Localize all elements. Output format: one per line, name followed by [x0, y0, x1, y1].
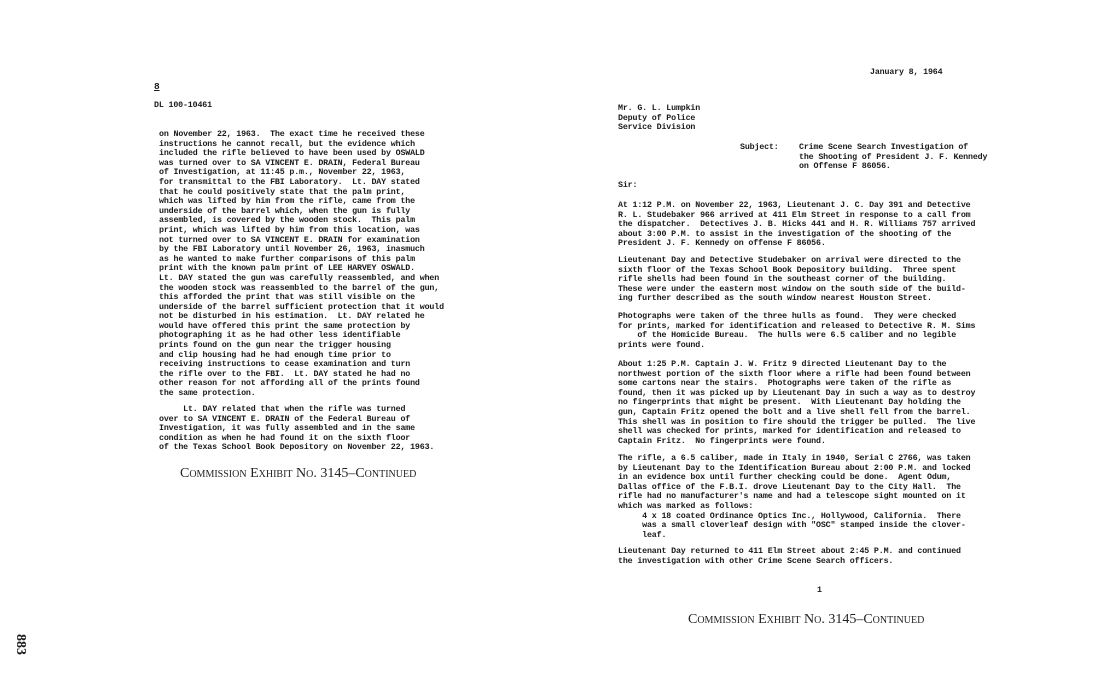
- right-paragraph-4: About 1:25 P.M. Captain J. W. Fritz 9 directed Lieutenant Day to the northwest portion of the sixth floor where a rifle had been found between some cartons near the stairs. Photographs were taken of the rifle as found, then it was picked up by Lieutenant Day in such a way as to destroy no fingerprints that might be present. With Lieutenant Day holding the gun, Captain Fritz opened the bolt and a live shell fell from the barrel. This shell was in position to fire should the trigger be pulled. The live shell was checked for prints, marked for identification and released to Captain Fritz. No fingerprints were found.: [618, 360, 976, 446]
- right-paragraph-3: Photographs were taken of the three hulls as found. They were checked for prints, marked for identification and released to Detective R. M. Sims of the Homicide Bureau. The hulls were 6.5 caliber and no legible prints were found.: [618, 312, 976, 350]
- left-paragraph-1: on November 22, 1963. The exact time he received these instructions he cannot recall, but the evidence which included the rifle believed to have been used by OSWALD was turned over to SA VINCENT E. DRAIN, Federal Bureau of Investigation, at 11:45 p.m., November 22, 1963, for transmittal to the FBI Laboratory. Lt. DAY stated that he could positively state that the palm print, which was lifted by him from the rifle, came from the underside of the barrel which, when the gun is fully assembled, is covered by the wooden stock. This palm print, which was lifted by him from this location, was not turned over to SA VINCENT E. DRAIN for examination by the FBI Laboratory until November 26, 1963, inasmuch as he wanted to make further comparisons of this palm print with the known palm print of LEE HARVEY OSWALD. Lt. DAY stated the gun was carefully reassembled, and when the wooden stock was reassembled to the barrel of the gun, this afforded the print that was still visible on the underside of the barrel sufficient protection that it would not be disturbed in his estimation. Lt. DAY related he would have offered this print the same protection by photographing it as he had other less identifiable prints found on the gun near the trigger housing and clip housing had he had enough time prior to receiving instructions to cease examination and turn the rifle over to the FBI. Lt. DAY stated he had no other reason for not affording all of the prints found the same protection.: [159, 130, 444, 399]
- recipient-address: Mr. G. L. Lumpkin Deputy of Police Service Division: [618, 104, 701, 133]
- left-paragraph-2: Lt. DAY related that when the rifle was turned over to SA VINCENT E. DRAIN of the Federal Bureau of Investigation, it was fully assembled and in the same condition as when he had found it on the sixth floor of the Texas School Book Depository on November 22, 1963.: [159, 405, 435, 453]
- left-exhibit-caption: Commission Exhibit No. 3145–Continued: [180, 466, 417, 481]
- right-paragraph-1: At 1:12 P.M. on November 22, 1963, Lieutenant J. C. Day 391 and Detective R. L. Studebaker 966 arrived at 411 Elm Street in response to a call from the dispatcher. Detectives J. B. Hicks 441 and H. R. Williams 757 arrived about 3:00 P.M. to assist in the investigation of the shooting of the President J. F. Kennedy on offense F 86056.: [618, 201, 976, 249]
- left-page-number: 8: [154, 81, 160, 92]
- right-page-number: 1: [817, 586, 822, 595]
- salutation: Sir:: [618, 181, 638, 190]
- subject-text: Crime Scene Search Investigation of the Shooting of President J. F. Kennedy on Offense F 86056.: [799, 143, 988, 172]
- letter-date: January 8, 1964: [870, 68, 943, 77]
- right-paragraph-6: Lieutenant Day returned to 411 Elm Street about 2:45 P.M. and continued the investigation with other Crime Scene Search officers.: [618, 547, 961, 566]
- margin-page-number: 883: [13, 634, 28, 655]
- right-exhibit-caption: Commission Exhibit No. 3145–Continued: [688, 612, 925, 627]
- subject-label: Subject:: [740, 143, 779, 152]
- file-number: DL 100-10461: [154, 101, 212, 110]
- right-paragraph-5: The rifle, a 6.5 caliber, made in Italy in 1940, Serial C 2766, was taken by Lieutenant Day to the Identification Bureau about 2:00 P.M. and locked in an evidence box until further checking could be done. Agent Odum, Dallas office of the F.B.I. drove Lieutenant Day to the City Hall. The rifle had no manufacturer's name and had a telescope sight mounted on it which was marked as follows: 4 x 18 coated Ordinance Optics Inc., Hollywood, California. There was a small cloverleaf design with "OSC" stamped inside the clover- leaf.: [618, 454, 971, 540]
- right-paragraph-2: Lieutenant Day and Detective Studebaker on arrival were directed to the sixth floor of the Texas School Book Depository building. Three spent rifle shells had been found in the southeast corner of the building. These were under the eastern most window on the south side of the build- ing further described as the south window nearest Houston Street.: [618, 256, 966, 304]
